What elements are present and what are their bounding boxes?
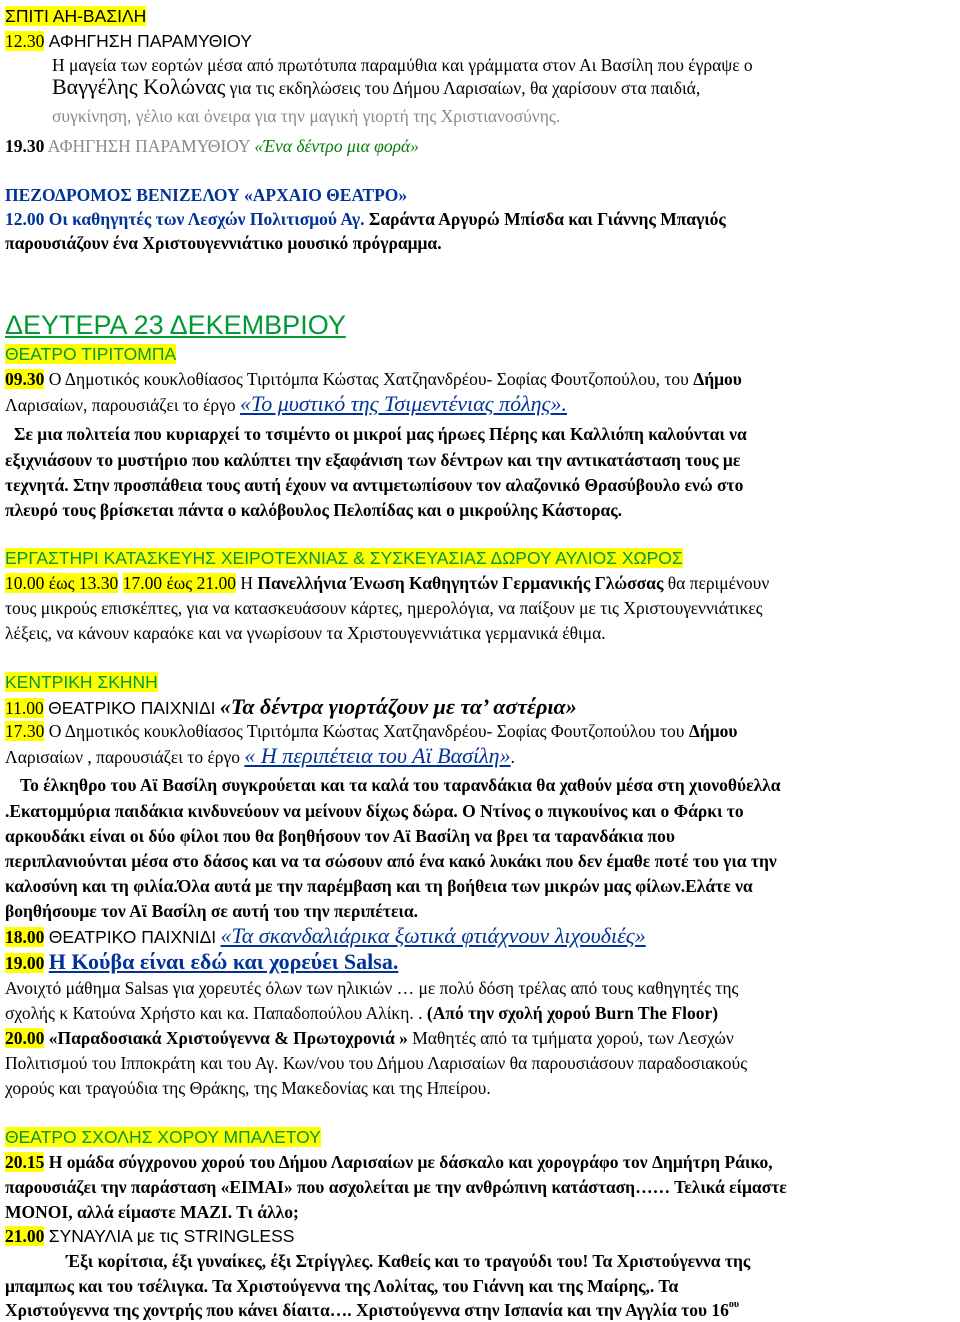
event-description: περιπλανιούνται μέσα στο δάσος και να τα σώσουν από ένα κακό λυκάκι που δεν έμαθε ποτέ του για την bbox=[5, 851, 777, 871]
event-line: 19.00 Η Κούβα είναι εδώ και χορεύει Salsa. bbox=[5, 949, 399, 974]
event-description: παρουσιάζει την παράσταση «ΕΙΜΑΙ» που ασχολείται με την ανθρώπινη κατάσταση…… Τελικά είμαστε bbox=[5, 1177, 787, 1197]
event-line: 20.15 Η ομάδα σύγχρονου χορού του Δήμου Λαρισαίων με δάσκαλο και χορογράφο τον Δημήτρη Ράικο, bbox=[5, 1152, 773, 1172]
event-description: μπαμπως και του τσέλιγκα. Τα Χριστούγεννα της Λολίτας, του Γιάννη και της Μαίρης,. Τα bbox=[5, 1276, 679, 1296]
event-description: Ανοιχτό μάθημα Salsas για χορευτές όλων των ηλικιών … με πολύ δόση τρέλας από τους καθηγητές της bbox=[5, 978, 739, 998]
event-description: πλευρό τους βρίσκεται πάντα ο καλόβουλος Πελοπίδας και ο μικρούλης Κάστορας. bbox=[5, 500, 623, 520]
event-line: 20.00 «Παραδοσιακά Χριστούγεννα & Πρωτοχρονιά » Μαθητές από τα τμήματα χορού, των Λεσχών bbox=[5, 1028, 734, 1048]
event-line: 12.30 ΑΦΗΓΗΣΗ ΠΑΡΑΜΥΘΙΟΥ bbox=[5, 31, 252, 51]
section-header-workshop: ΕΡΓΑΣΤΗΡΙ ΚΑΤΑΣΚΕΥΗΣ ΧΕΙΡΟΤΕΧΝΙΑΣ & ΣΥΣΚΕΥΑΣΙΑΣ ΔΩΡΟΥ ΑΥΛΙΟΣ ΧΩΡΟΣ bbox=[5, 548, 683, 568]
event-description: συγκίνηση, γέλιο και όνειρα για την μαγική γιορτή της Χριστιανοσύνης. bbox=[52, 106, 561, 126]
event-description: Σε μια πολιτεία που κυριαρχεί το τσιμέντο οι μικροί μας ήρωες Πέρης και Καλλιόπη καλούνται να bbox=[14, 424, 747, 444]
event-description: παρουσιάζουν ένα Χριστουγεννιάτικο μουσικό πρόγραμμα. bbox=[5, 233, 442, 253]
event-description: Η μαγεία των εορτών μέσα από πρωτότυπα παραμύθια και γράμματα στον Αι Βασίλη που έγραψε ο bbox=[52, 55, 753, 75]
day-title: ΔΕΥΤΕΡΑ 23 ΔΕΚΕΜΒΡΙΟΥ bbox=[5, 310, 346, 340]
event-description: Έξι κορίτσια, έξι γυναίκες, έξι Στρίγγλες. Καθείς και το τραγούδι του! Τα Χριστούγεννα της bbox=[66, 1251, 751, 1271]
event-description: λέξεις, να κάνουν καραόκε και να γνωρίσουν τα Χριστουγεννιάτικα γερμανικά έθιμα. bbox=[5, 623, 606, 643]
event-description: ΜΟΝΟΙ, αλλά είμαστε ΜΑΖΙ. Τι άλλο; bbox=[5, 1202, 299, 1222]
event-description: Το έλκηθρο του Αϊ Βασίλη συγκρούεται και τα καλά του ταρανδάκια θα χαθούν μέσα στη χιονοθύελλα bbox=[20, 775, 781, 795]
event-description: τεχνητά. Στην προσπάθεια τους αυτή έχουν να αντιμετωπίσουν τον αλαζονικό Θρασύβουλο ενώ στο bbox=[5, 475, 744, 495]
event-description: καλοσύνη και τη φιλία.Όλα αυτά με την παρέμβαση και τη βοήθεια των μικρών μας φίλων.Ελάτε να bbox=[5, 876, 753, 896]
event-description: Βαγγέλης Κολώνας για τις εκδηλώσεις του Δήμου Λαρισαίων, θα χαρίσουν στα παιδιά, bbox=[52, 74, 701, 99]
event-line: 21.00 ΣΥΝΑΥΛΙΑ με τις STRINGLESS bbox=[5, 1226, 295, 1246]
event-line: 11.00 ΘΕΑΤΡΙΚΟ ΠΑΙΧΝΙΔΙ «Τα δέντρα γιορτάζουν με τα’ αστέρια» bbox=[5, 694, 577, 719]
event-description: Πολιτισμού του Ιπποκράτη και του Αγ. Κων/νου του Δήμου Λαρισαίων θα παρουσιάσουν παραδοσιακούς bbox=[5, 1053, 748, 1073]
event-description: εξιχνιάσουν το μυστήριο που καλύπτει την εξαφάνιση των δέντρων και την αντικατάσταση τους με bbox=[5, 450, 741, 470]
event-description: χορούς και τραγούδια της Θράκης, της Μακεδονίας και της Ηπείρου. bbox=[5, 1078, 491, 1098]
event-line: 09.30 Ο Δημοτικός κουκλοθίασος Τιριτόμπα Κώστας Χατζηανδρέου- Σοφίας Φουτζοπούλου, του Δήμου bbox=[5, 369, 742, 389]
event-line: 10.00 έως 13.30 17.00 έως 21.00 Η Πανελλήνια Ένωση Καθηγητών Γερμανικής Γλώσσας θα περιμένουν bbox=[5, 573, 770, 593]
section-header-tiritompa: ΘΕΑΤΡΟ ΤΙΡΙΤΟΜΠΑ bbox=[5, 344, 177, 364]
event-description: βοηθήσουμε τον Αϊ Βασίλη σε αυτή του την περιπέτεια. bbox=[5, 901, 418, 921]
event-line: 12.00 Οι καθηγητές των Λεσχών Πολιτισμού Αγ. Σαράντα Αργυρώ Μπίσδα και Γιάννης Μπαγιός bbox=[5, 209, 726, 229]
event-line: 18.00 ΘΕΑΤΡΙΚΟ ΠΑΙΧΝΙΔΙ «Τα σκανδαλιάρικα ξωτικά φτιάχνουν λιχουδιές» bbox=[5, 923, 646, 948]
event-description: αρκουδάκι είναι οι δύο φίλοι που θα βοηθήσουν τον Αϊ Βασίλη να βρει τα ταρανδάκια που bbox=[5, 826, 675, 846]
event-line: 19.30 ΑΦΗΓΗΣΗ ΠΑΡΑΜΥΘΙΟΥ «Ένα δέντρο μια φορά» bbox=[5, 136, 419, 156]
event-description: Χριστούγεννα της χοντρής που κάνει δίαιτα…. Χριστούγεννα στην Ισπανία και την Αγγλία του $16^{o\upsilon}$ bbox=[5, 1299, 740, 1320]
section-header-venizelou: ΠΕΖΟΔΡΟΜΟΣ ΒΕΝΙΖΕΛΟΥ «ΑΡΧΑΙΟ ΘΕΑΤΡΟ» bbox=[5, 185, 408, 205]
event-description: σχολής κ Κατούνα Χρήστο και κα. Παπαδοπούλου Αλίκη. . (Από την σχολή χορού Burn The Floor) bbox=[5, 1003, 719, 1023]
section-header-ballet-school: ΘΕΑΤΡΟ ΣΧΟΛΗΣ ΧΟΡΟΥ ΜΠΑΛΕΤΟΥ bbox=[5, 1127, 321, 1147]
event-description: τους μικρούς επισκέπτες, για να κατασκευάσουν κάρτες, ημερολόγια, να παίξουν με τις Χριστουγεννιάτικες bbox=[5, 598, 763, 618]
event-line: 17.30 Ο Δημοτικός κουκλοθίασος Τιριτόμπα Κώστας Χατζηανδρέου- Σοφίας Φουτζοπούλου του Δήμου bbox=[5, 721, 738, 741]
section-header-main-stage: ΚΕΝΤΡΙΚΗ ΣΚΗΝΗ bbox=[5, 672, 158, 692]
event-line: Λαρισαίων , παρουσιάζει το έργο « Η περιπέτεια του Αϊ Βασίλη». bbox=[5, 743, 515, 768]
section-header-santa-house: ΣΠΙΤΙ ΑΗ-ΒΑΣΙΛΗ bbox=[5, 6, 147, 26]
event-line: Λαρισαίων, παρουσιάζει το έργο «Το μυστικό της Τσιμεντένιας πόλης». bbox=[5, 391, 567, 416]
event-description: .Εκατομμύρια παιδάκια κινδυνεύουν να μείνουν δίχως δώρα. Ο Ντίνος ο πιγκουίνος και ο Φάρκι το bbox=[5, 801, 744, 821]
